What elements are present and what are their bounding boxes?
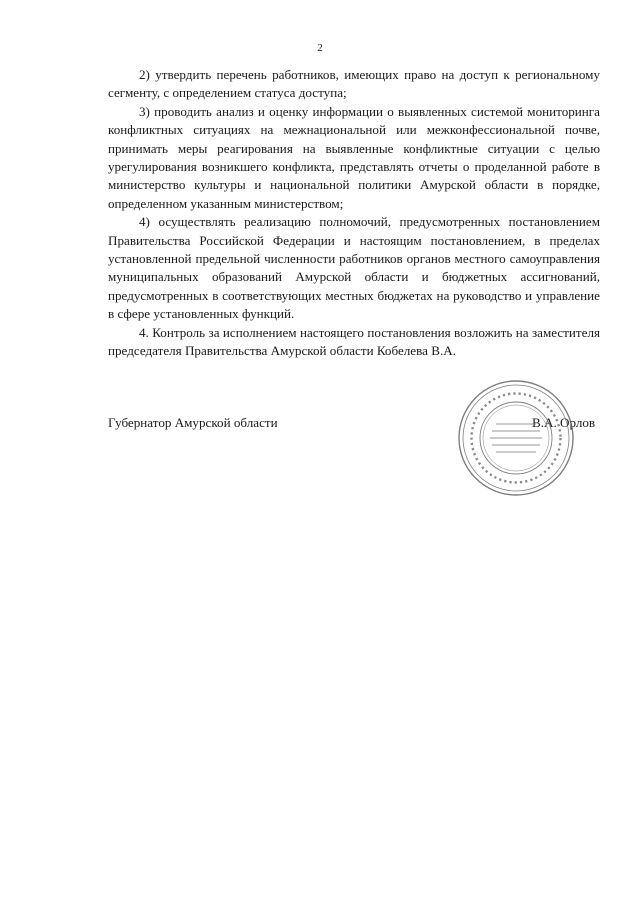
paragraph-item-2: 2) утвердить перечень работников, имеющих право на доступ к региональному сегменту, с определением статуса доступа; xyxy=(108,67,600,101)
paragraph-control-clause: 4. Контроль за исполнением настоящего постановления возложить на заместителя председателя Правительства Амурской области Кобелева В.А. xyxy=(108,324,600,359)
page-number: 2 xyxy=(317,42,323,54)
signer-title: Губернатор Амурской области xyxy=(108,415,278,430)
paragraph-item-4-sub: 4) осуществлять реализацию полномочий, предусмотренных постановлением Правительства Российской Федерации и настоящим постановлением, в пределах установленной предельной численности работников органов местного самоуправления муниципальных образований Амурской области и бюджетных ассигнований, предусмотренных в соответствующих местных бюджетах на руководство и управление в сфере установленных функций. xyxy=(108,214,600,322)
signer-name: В.А. Орлов xyxy=(532,415,596,430)
paragraph-item-3: 3) проводить анализ и оценку информации о выявленных системой мониторинга конфликтных ситуациях на межнациональной или межконфессиональной почве, принимать меры реагирования на выявленные конфликтные ситуации с целью урегулирования возникшего конфликта, представлять отчеты о проделанной работе в министерство культуры и национальной политики Амурской области в порядке, определенном указанным министерством; xyxy=(108,103,600,211)
official-seal-stamp xyxy=(456,378,576,498)
document-body xyxy=(108,66,600,361)
